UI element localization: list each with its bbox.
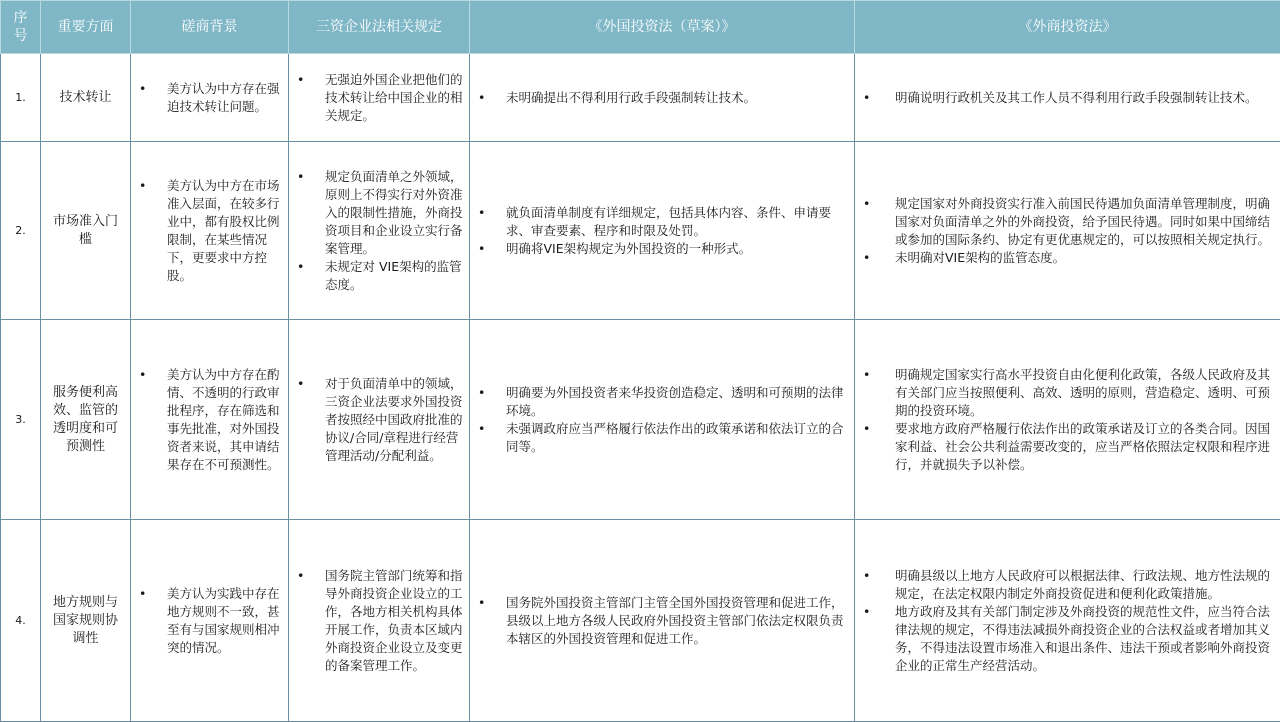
list-item: • 美方认为中方在市场准入层面，在较多行业中，都有股权比例限制，在某些情况下，更要求中方控股。 xyxy=(131,177,288,285)
cell-joint-venture xyxy=(289,142,470,320)
row-aspect: 技术转让 xyxy=(41,54,131,142)
list-item: • 要求地方政府严格履行依法作出的政策承诺及订立的各类合同。因国家利益、社会公共利益需要改变的，应当严格依照法定权限和程序进行，并就损失予以补偿。 xyxy=(855,420,1280,474)
header-law: 《外商投资法》 xyxy=(855,1,1280,54)
list-item: • 明确规定国家实行高水平投资自由化便利化政策，各级人民政府及其有关部门应当按照便利、高效、透明的原则，营造稳定、透明、可预期的投资环境。 xyxy=(855,366,1280,420)
row-aspect: 地方规则与国家规则协调性 xyxy=(41,520,131,722)
cell-joint-venture xyxy=(289,520,470,722)
cell-law xyxy=(855,54,1280,142)
list-item: • 明确说明行政机关及其工作人员不得利用行政手段强制转让技术。 xyxy=(855,89,1280,107)
list-item: • 明确要为外国投资者来华投资创造稳定、透明和可预期的法律环境。 xyxy=(470,384,854,420)
row-number: 3. xyxy=(1,320,41,520)
list-item: • 美方认为中方存在酌情、不透明的行政审批程序，存在筛选和事先批准，对外国投资者来说，其申请结果存在不可预测性。 xyxy=(131,366,288,474)
row-number: 4. xyxy=(1,520,41,722)
list-item: • 对于负面清单中的领域，三资企业法要求外国投资者按照经中国政府批准的协议/合同/章程进行经营管理活动/分配利益。 xyxy=(289,375,469,465)
list-item: • 美方认为中方存在强迫技术转让问题。 xyxy=(131,80,288,116)
table-row xyxy=(1,520,1280,722)
cell-draft xyxy=(470,54,855,142)
list-item: • 地方政府及其有关部门制定涉及外商投资的规范性文件，应当符合法律法规的规定，不得违法减损外商投资企业的合法权益或者增加其义务，不得违法设置市场准入和退出条件、违法干预或者影响外商投资企业的正常生产经营活动。 xyxy=(855,603,1280,675)
table-row xyxy=(1,320,1280,520)
cell-background xyxy=(131,142,289,320)
cell-law xyxy=(855,520,1280,722)
header-no: 序号 xyxy=(1,1,41,54)
table-row xyxy=(1,54,1280,142)
table-row xyxy=(1,142,1280,320)
cell-law xyxy=(855,320,1280,520)
row-aspect: 服务便利高效、监管的透明度和可预测性 xyxy=(41,320,131,520)
list-item: • 规定国家对外商投资实行准入前国民待遇加负面清单管理制度，明确国家对负面清单之外的外商投资，给予国民待遇。同时如果中国缔结或参加的国际条约、协定有更优惠规定的，可以按照相关规定执行。 xyxy=(855,195,1280,249)
cell-background xyxy=(131,54,289,142)
list-item: • 未明确对VIE架构的监管态度。 xyxy=(855,249,1280,267)
list-item: • 美方认为实践中存在地方规则不一致，甚至有与国家规则相冲突的情况。 xyxy=(131,585,288,657)
list-item: • 就负面清单制度有详细规定，包括具体内容、条件、申请要求、审查要素、程序和时限及处罚。 xyxy=(470,204,854,240)
row-aspect: 市场准入门槛 xyxy=(41,142,131,320)
header-background: 磋商背景 xyxy=(131,1,289,54)
list-item: • 规定负面清单之外领域，原则上不得实行对外资准入的限制性措施，外商投资项目和企业设立实行备案管理。 xyxy=(289,168,469,258)
cell-draft xyxy=(470,142,855,320)
cell-joint-venture xyxy=(289,320,470,520)
list-item: • 国务院主管部门统筹和指导外商投资企业设立的工作，各地方相关机构具体开展工作，负责本区域内外商投资企业设立及变更的备案管理工作。 xyxy=(289,567,469,675)
list-item: • 未强调政府应当严格履行依法作出的政策承诺和依法订立的合同等。 xyxy=(470,420,854,456)
cell-draft xyxy=(470,320,855,520)
list-item: • 未明确提出不得利用行政手段强制转让技术。 xyxy=(470,89,854,107)
list-item: • 无强迫外国企业把他们的技术转让给中国企业的相关规定。 xyxy=(289,71,469,125)
row-number: 1. xyxy=(1,54,41,142)
list-item: • 国务院外国投资主管部门主管全国外国投资管理和促进工作，县级以上地方各级人民政府外国投资主管部门依法定权限负责本辖区的外国投资管理和促进工作。 xyxy=(470,594,854,648)
header-draft: 《外国投资法（草案）》 xyxy=(470,1,855,54)
list-item: • 明确县级以上地方人民政府可以根据法律、行政法规、地方性法规的规定，在法定权限内制定外商投资促进和便利化政策措施。 xyxy=(855,567,1280,603)
row-number: 2. xyxy=(1,142,41,320)
cell-background xyxy=(131,520,289,722)
cell-law xyxy=(855,142,1280,320)
header-row xyxy=(1,1,1280,54)
cell-background xyxy=(131,320,289,520)
header-joint-venture: 三资企业法相关规定 xyxy=(289,1,470,54)
list-item: • 未规定对 VIE架构的监管态度。 xyxy=(289,258,469,294)
cell-draft xyxy=(470,520,855,722)
header-aspect: 重要方面 xyxy=(41,1,131,54)
cell-joint-venture xyxy=(289,54,470,142)
list-item: • 明确将VIE架构规定为外国投资的一种形式。 xyxy=(470,240,854,258)
